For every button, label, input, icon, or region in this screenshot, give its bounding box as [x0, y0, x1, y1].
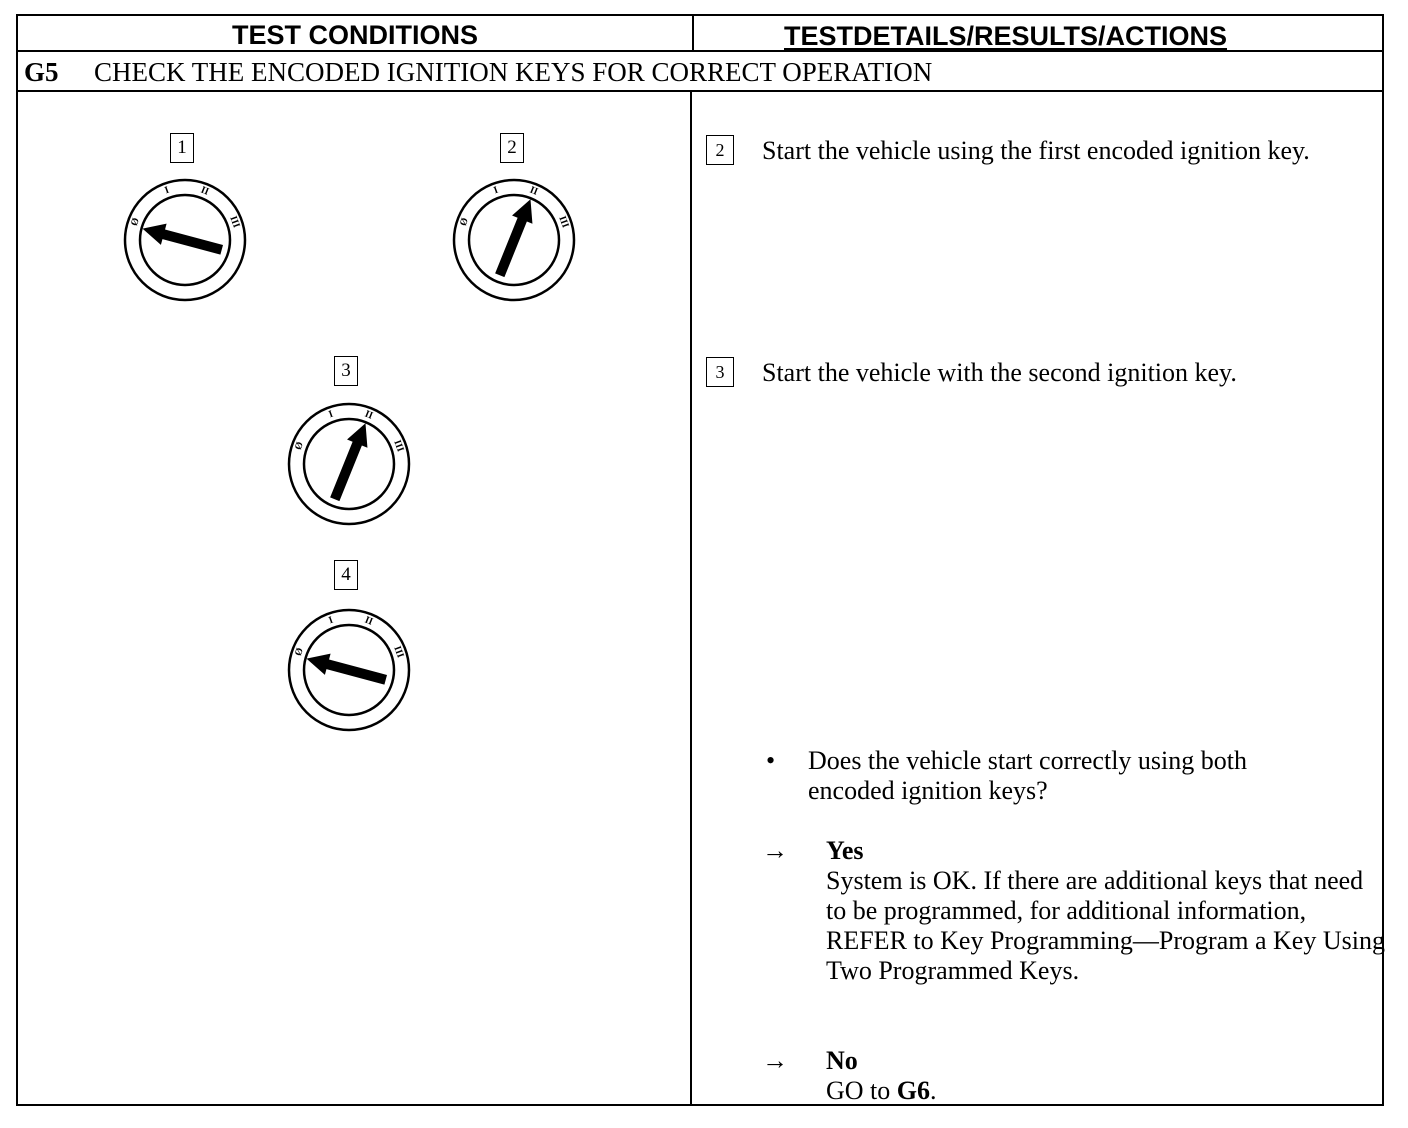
dial-mark-3: III [556, 214, 571, 230]
header-test-conditions: TEST CONDITIONS [18, 16, 694, 50]
dial-mark-0: Ø [457, 216, 471, 228]
section-heading [18, 52, 1382, 92]
dial-mark-0: Ø [292, 646, 306, 658]
dial-mark-1: I [163, 184, 171, 197]
dial-label-2: 2 [500, 133, 524, 163]
column-divider [690, 92, 692, 1106]
key-pointer-icon [140, 218, 225, 260]
dial-mark-2: II [199, 184, 211, 198]
dial-mark-0: Ø [292, 440, 306, 452]
key-pointer-icon [325, 419, 376, 503]
ignition-dial-1 [119, 174, 251, 306]
dial-mark-2: II [528, 184, 540, 198]
answer-no-ref: G6 [896, 1076, 931, 1105]
step-2-text: Start the vehicle using the first encoded ignition key. [762, 136, 1310, 165]
answer-yes-label: Yes [826, 836, 864, 865]
dial-mark-2: II [363, 614, 375, 628]
dial-label-1: 1 [170, 133, 194, 163]
answer-yes-body: System is OK. If there are additional keys that need to be programmed, for additional information, REFER to Key Programming—Program a Key Using Two Programmed Keys. [826, 866, 1385, 985]
dial-mark-1: I [327, 614, 335, 627]
table-header [18, 16, 1382, 52]
section-id: G5 [24, 57, 59, 87]
test-table [16, 14, 1384, 1106]
dial-label-4: 4 [334, 560, 358, 590]
section-title: CHECK THE ENCODED IGNITION KEYS FOR CORRECT OPERATION [94, 57, 933, 87]
key-pointer-icon [490, 195, 541, 279]
dial-mark-3: III [227, 214, 242, 230]
arrow-right-icon: → [762, 836, 788, 865]
ignition-dial-2 [448, 174, 580, 306]
step-2-number: 2 [706, 135, 734, 165]
ignition-dial-4 [283, 604, 415, 736]
key-pointer-icon [304, 648, 389, 690]
step-3-number: 3 [706, 357, 734, 387]
dial-label-3: 3 [334, 356, 358, 386]
answer-no-body [826, 1076, 1386, 1106]
answer-no-prefix: GO to [826, 1076, 897, 1105]
answer-no-suffix: . [930, 1076, 937, 1105]
answer-no-label: No [826, 1046, 858, 1075]
dial-mark-2: II [363, 408, 375, 422]
arrow-right-icon: → [762, 1046, 788, 1075]
bullet-icon: • [766, 746, 776, 775]
ignition-dial-3 [283, 398, 415, 530]
dial-mark-3: III [391, 644, 406, 660]
dial-mark-3: III [391, 438, 406, 454]
dial-mark-1: I [492, 184, 500, 197]
step-3-text: Start the vehicle with the second ignition key. [762, 358, 1237, 387]
question-text: Does the vehicle start correctly using both encoded ignition keys? [808, 746, 1247, 805]
dial-mark-1: I [327, 408, 335, 421]
dial-mark-0: Ø [128, 216, 142, 228]
header-test-details: TESTDETAILS/RESULTS/ACTIONS [784, 21, 1228, 51]
